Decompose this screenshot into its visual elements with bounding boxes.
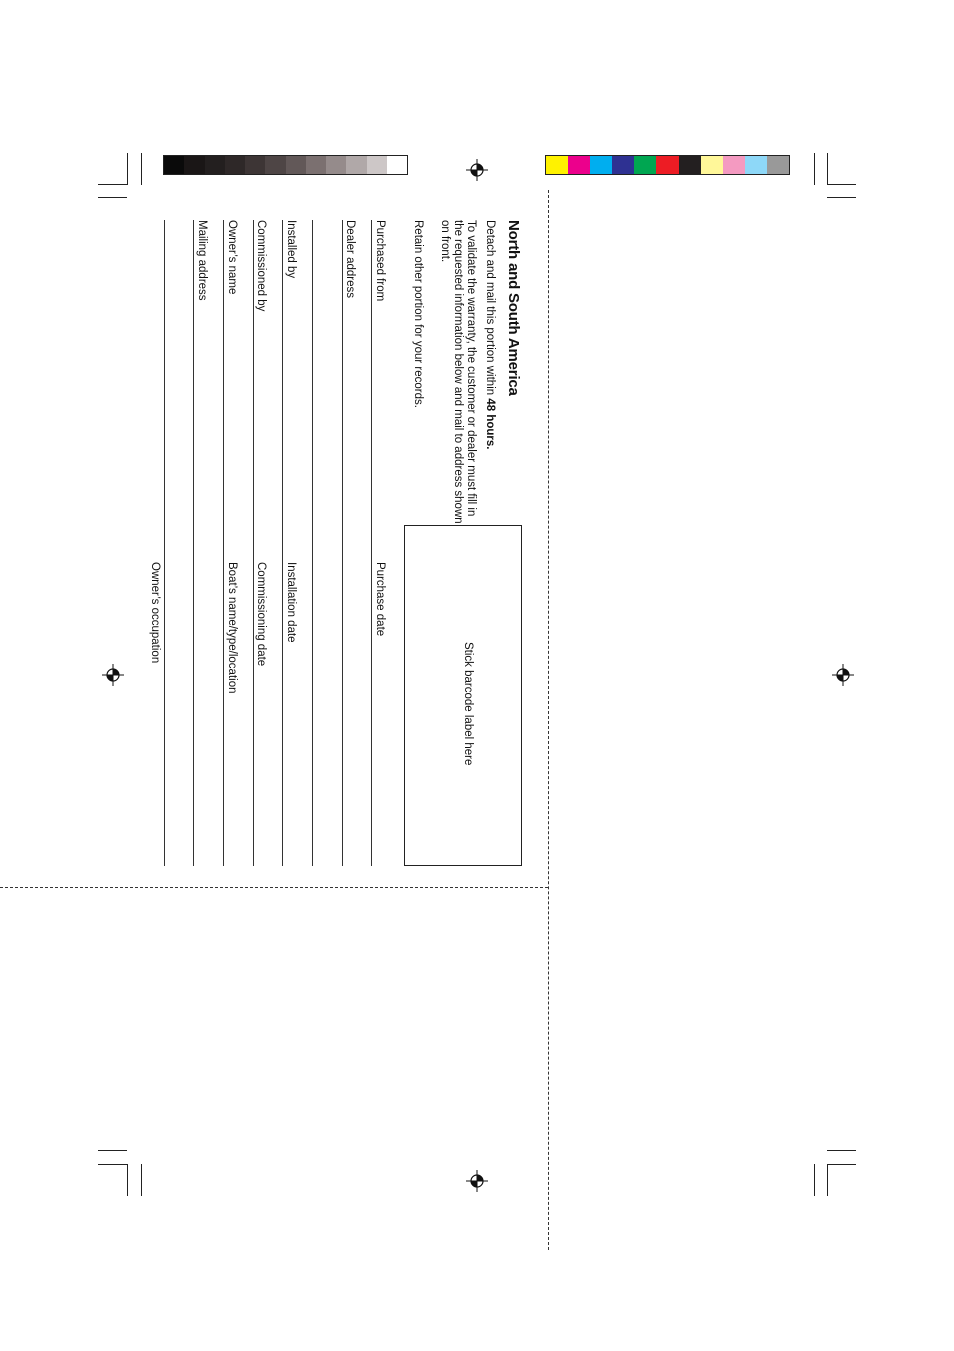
installed-by-line[interactable] [282,220,283,866]
installation-date-label: Installation date [285,562,297,643]
owners-occupation-label: Owner’s occupation [149,562,161,664]
grayscale-color-bar [163,155,408,175]
crop-mark [141,1164,142,1196]
crop-mark [127,153,128,185]
color-swatch [679,156,701,174]
crop-mark [98,184,127,185]
barcode-label-text: Stick barcode label here [462,642,474,766]
purchased-from-label: Purchased from [374,220,386,302]
crop-mark [827,1164,856,1165]
mailing-address-line[interactable] [193,220,194,866]
cut-line-horizontal [0,887,548,888]
crop-mark [127,1164,128,1196]
dealer-address-line[interactable] [342,220,343,866]
purchased-from-line[interactable] [371,220,372,866]
color-swatch [634,156,656,174]
detach-time: 48 hours. [484,398,496,450]
validate-line-2: the requested information below and mail to address shown [452,220,464,524]
crop-mark [827,184,856,185]
commissioning-date-label: Commissioning date [255,562,267,667]
gray-swatch [346,156,366,174]
registration-mark-icon [466,1170,488,1192]
purchase-date-label: Purchase date [374,562,386,637]
detach-instruction [484,220,497,449]
mailing-address-label: Mailing address [196,220,208,301]
color-swatch [656,156,678,174]
gray-swatch [205,156,225,174]
gray-swatch [265,156,285,174]
owners-occupation-line[interactable] [164,220,165,866]
gray-swatch [326,156,346,174]
gray-swatch [164,156,184,174]
retain-note: Retain other portion for your records. [412,220,424,408]
gray-swatch [245,156,265,174]
color-swatch [568,156,590,174]
dealer-address-line-2[interactable] [312,220,313,866]
form-title: North and South America [505,220,522,396]
registration-mark-icon [466,159,488,181]
color-swatch [612,156,634,174]
crop-mark [827,1150,856,1151]
boat-info-label: Boat’s name/type/location [226,562,238,694]
cut-line-vertical [548,190,549,1250]
installed-by-label: Installed by [285,220,297,279]
registration-mark-icon [832,664,854,686]
crop-mark [827,1164,828,1196]
gray-swatch [286,156,306,174]
crop-mark [814,153,815,185]
commissioned-by-line[interactable] [253,220,254,866]
gray-swatch [367,156,387,174]
crop-mark [141,153,142,185]
color-swatch [723,156,745,174]
validate-line-3: on front. [439,220,451,263]
crop-mark [98,1164,127,1165]
gray-swatch [306,156,326,174]
gray-swatch [184,156,204,174]
registration-mark-icon [102,664,124,686]
process-color-bar [545,155,790,175]
color-swatch [767,156,789,174]
crop-mark [827,153,828,185]
dealer-address-label: Dealer address [344,220,356,298]
owners-name-label: Owner’s name [226,220,238,295]
validate-line-1: To validate the warranty, the customer or dealer must fill in [465,220,477,517]
color-swatch [590,156,612,174]
crop-mark [827,197,856,198]
gray-swatch [387,156,407,174]
crop-mark [98,1150,127,1151]
crop-mark [814,1164,815,1196]
color-swatch [701,156,723,174]
gray-swatch [225,156,245,174]
color-swatch [546,156,568,174]
owners-name-line[interactable] [223,220,224,866]
crop-mark [98,197,127,198]
detach-text: Detach and mail this portion within [484,220,496,399]
color-swatch [745,156,767,174]
commissioned-by-label: Commissioned by [255,220,267,312]
